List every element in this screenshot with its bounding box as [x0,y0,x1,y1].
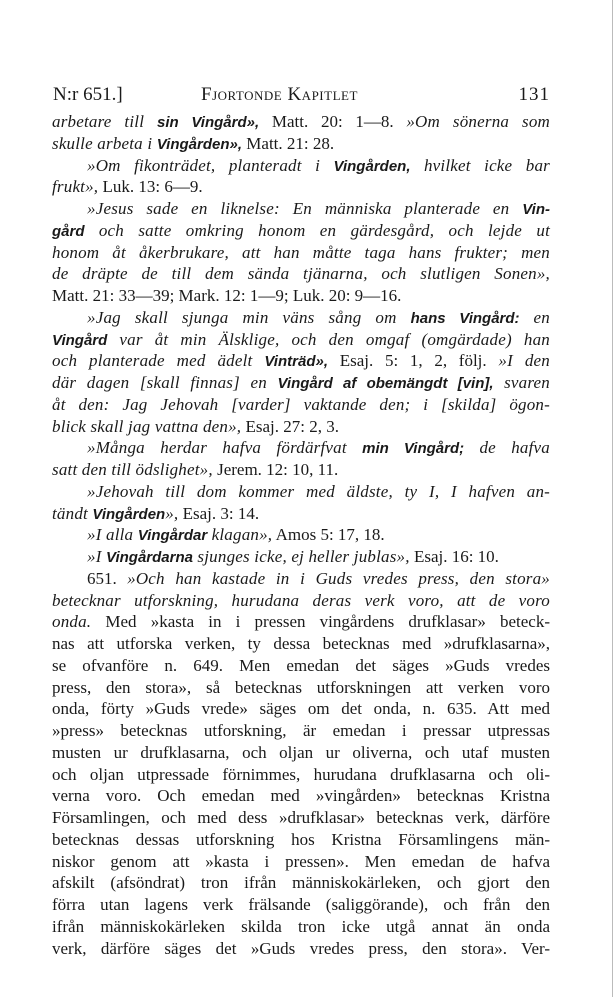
text-line [52,764,550,786]
text-line [52,916,550,938]
text-run: se ofvanföre n. 649. Men emedan det säges »Guds vredes [52,655,550,675]
text-line [52,459,550,481]
text-run: niskor genom att »kasta i pressen». Men emedan de hafva [52,851,550,871]
text-run: Med »kasta in i pressen vingårdens drufklasar» beteck- [91,612,550,632]
text-run: betecknas dessas utforskning hos Kristna Församlingens män- [52,829,550,849]
text-run: ifrån människokärleken skilda tron icke utgå annat än onda [52,916,550,936]
italic-text: en [519,307,550,327]
emphasis-term: Vingården», [156,135,243,153]
text-run: förra utan lagens verk frälsande (saliggörande), och från den [52,895,550,914]
section-reference: N:r 651.] [53,84,123,105]
italic-text: och satte omkring honom en gärdesgård, och lejde ut [84,220,550,240]
italic-text: tändt [52,503,93,523]
page-edge [612,0,613,997]
text-run: Amos 5: 17, 18. [272,525,385,545]
body-text [52,111,550,959]
text-line [52,111,550,133]
emphasis-term: Vingården [92,505,166,523]
italic-text: klagan», [207,525,273,545]
text-run: Matt. 21: 33—39; Mark. 12: 1—9; Luk. 20: 9—16. [52,286,402,305]
italic-text: skulle arbeta i [52,133,157,153]
text-run: nas att utforska verken, ty dessa betecknas med »drufklasarna», [52,634,550,653]
italic-text: honom åt åkerbrukare, att han måtte taga hans frukter; men [52,242,550,262]
text-run: »press» betecknas utforskning, är emedan i pressar utpressas [52,721,550,740]
italic-text: »Många herdar hafva fördärfvat [87,438,363,458]
italic-text: »Jehovah till dom kommer med äldste, ty I, I hafven an- [87,481,550,501]
running-header [53,84,550,110]
text-run: afskilt (afsöndrat) tron ifrån människokärleken, och gjort den [52,873,550,893]
italic-text: »Jesus sade en liknelse: En människa planterade en [87,199,523,218]
text-line [52,851,550,873]
text-run: Luk. 13: 6—9. [98,177,203,197]
text-line [52,698,550,720]
text-run: Esaj. 3: 14. [178,503,260,523]
text-line [52,677,550,699]
emphasis-term: gård [52,222,85,240]
italic-text: betecknar utforskning, hurudana deras verk voro, att de voro [52,590,550,610]
emphasis-term: Vingårdarna [106,549,193,566]
italic-text: »I [87,547,107,566]
text-run: Matt. 20: 1—8. [259,112,407,131]
text-line [52,242,550,264]
text-run: onda, förty »Guds vrede» säges om det onda, n. 635. Att med [52,699,550,719]
text-line [52,655,550,677]
text-line [52,894,550,916]
text-line [52,285,550,307]
text-line [52,176,550,198]
text-line [52,394,550,416]
emphasis-term: Vin- [522,201,550,218]
text-line [52,416,550,438]
text-run: verk, därföre säges det »Guds vredes press, den stora». Ver- [52,938,550,958]
emphasis-term: Vingården, [333,157,411,175]
text-run: 651. [87,568,128,588]
italic-text: »I alla [87,525,138,545]
text-line [52,785,550,807]
emphasis-term: Vinträd», [264,353,328,371]
text-line [52,307,550,329]
text-line [52,633,550,655]
text-line [52,524,550,546]
italic-text: »Om fikonträdet, planteradt i [87,155,334,175]
italic-text: var åt min Älsklige, och den omgaf (omgärdade) han [107,329,550,349]
italic-text: de dräpte de till dem sända tjänarna, och slutligen Sonen», [52,264,550,284]
text-run: Esaj. 16: 10. [409,547,499,566]
text-line [52,220,550,242]
emphasis-term: hans Vingård: [410,309,520,327]
text-line [52,155,550,177]
text-run: verna voro. Och emedan med »vingården» betecknas Kristna [52,786,550,806]
text-line [52,742,550,764]
italic-text: arbetare till [52,112,158,131]
text-line [52,938,550,960]
emphasis-term: min Vingård; [362,440,465,458]
text-line [52,546,550,568]
emphasis-term: Vingård [52,331,108,349]
italic-text: »Om sönerna som [406,112,550,131]
italic-text: »Och han kastade in i Guds vredes press, den stora» [127,568,550,588]
text-line [52,611,550,633]
text-line [52,350,550,372]
text-line [52,503,550,525]
text-line [52,829,550,851]
page-number: 131 [518,84,550,105]
text-line [52,437,550,459]
text-line [52,568,550,590]
italic-text: »I den [498,351,550,371]
italic-text: », [165,503,179,523]
text-run: och oljan utpressade förnimmes, hurudana drufklasarna och oli- [52,764,550,784]
text-run: Jerem. 12: 10, 11. [212,460,339,479]
text-line [52,872,550,894]
italic-text: sjunges icke, ej heller jublas», [192,547,410,566]
italic-text: åt den: Jag Jehovah [varder] vaktande den; i [skilda] ögon- [52,394,550,414]
text-line [52,372,550,394]
text-run: musten ur drufklasarna, och oljan ur oliverna, och utaf musten [52,742,550,762]
text-run: press, den stora», så betecknas utforskningen att verken voro [52,677,550,697]
text-line [52,481,550,503]
text-run: Esaj. 5: 1, 2, följ. [328,351,499,371]
chapter-title: Fjortonde Kapitlet [201,84,358,105]
italic-text: frukt», [52,177,99,197]
italic-text: där dagen [skall finnas] en [52,373,278,392]
italic-text: hvilket icke bar [410,155,550,175]
italic-text: onda. [52,612,92,632]
italic-text: »Jag skall sjunga min väns sång om [87,307,411,327]
text-line [52,329,550,351]
italic-text: och planterade med ädelt [52,351,265,371]
text-run: Församlingen, och med dess »drufklasar» betecknas verk, därföre [52,808,550,827]
italic-text: blick skall jag vattna den», [52,416,242,436]
text-run: Matt. 21: 28. [242,133,335,153]
text-line [52,807,550,829]
text-line [52,590,550,612]
text-line [52,263,550,285]
italic-text: svaren [493,373,550,392]
text-line [52,720,550,742]
emphasis-term: Vingårdar [137,527,208,545]
emphasis-term: sin Vingård», [157,114,260,131]
italic-text: de hafva [464,438,550,458]
text-run: Esaj. 27: 2, 3. [241,416,340,436]
text-line [52,198,550,220]
text-line [52,133,550,155]
italic-text: satt den till ödslighet», [52,460,213,479]
emphasis-term: Vingård af obemängdt [vin], [277,375,494,392]
